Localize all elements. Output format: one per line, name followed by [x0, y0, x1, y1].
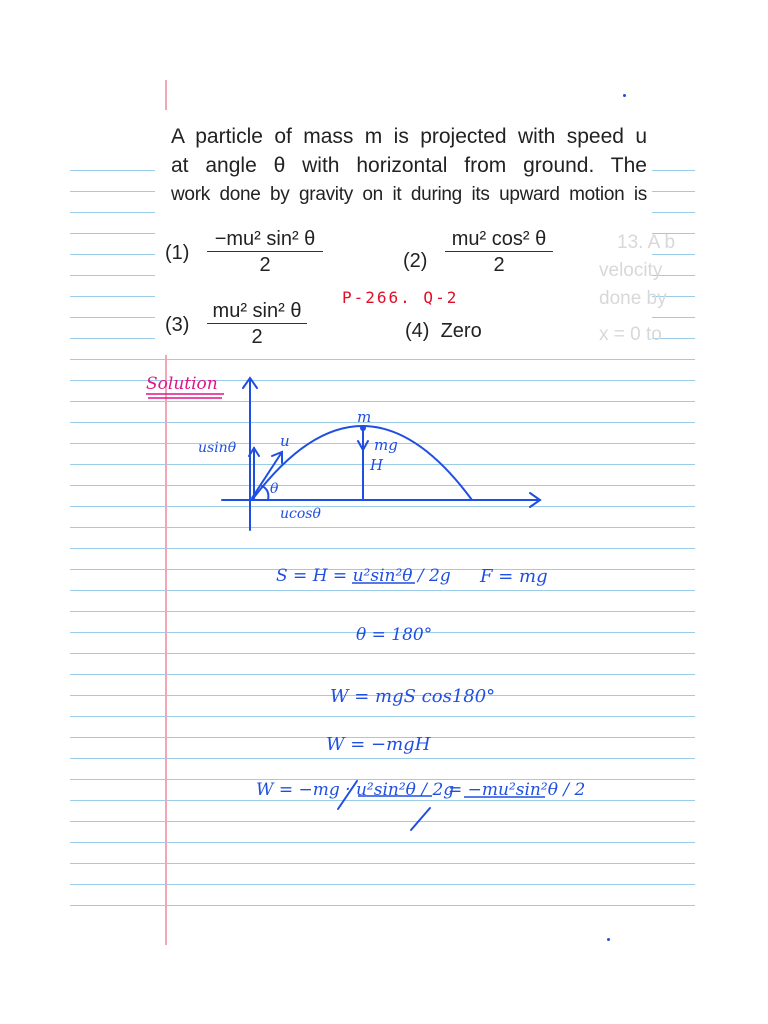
question-line: at angle θ with horizontal from ground. The: [171, 154, 647, 177]
option-3-numerator: mu² sin² θ: [207, 300, 307, 324]
cancel-stroke: [411, 808, 430, 830]
displacement-equation: S = H = u²sin²θ / 2g: [276, 566, 451, 586]
angle-label: θ: [270, 481, 279, 497]
show-through-text: done by: [599, 288, 667, 309]
option-1-label: (1): [165, 242, 190, 264]
option-4-label: (4): [405, 320, 430, 342]
horizontal-component-label: ucosθ: [280, 506, 321, 522]
solution-heading: Solution: [146, 374, 218, 394]
option-3-label: (3): [165, 314, 190, 336]
option-2-denominator: 2: [493, 254, 505, 276]
work-substitution: W = −mg · u²sin²θ / 2g: [256, 780, 455, 800]
show-through-text: x = 0 to: [599, 324, 662, 345]
option-2-label: (2): [403, 250, 428, 272]
show-through-text: 13. A b: [617, 232, 676, 253]
force-equation: F = mg: [480, 566, 548, 587]
ink-speck: [623, 94, 626, 97]
vertical-component-label: usinθ: [198, 440, 237, 456]
option-1-numerator: −mu² sin² θ: [207, 228, 323, 252]
angle-arc: [262, 486, 268, 500]
show-through-text: velocity: [599, 260, 663, 281]
question-line: A particle of mass m is projected with speed u: [171, 125, 647, 148]
ink-speck: [607, 938, 610, 941]
option-3-denominator: 2: [251, 326, 263, 348]
work-in-height: W = −mgH: [326, 734, 431, 755]
work-result: = −mu²sin²θ / 2: [448, 780, 586, 800]
work-definition: W = mgS cos180°: [330, 686, 496, 707]
height-label: H: [370, 456, 384, 474]
option-1-denominator: 2: [259, 254, 271, 276]
velocity-label: u: [280, 432, 290, 450]
reference-note: P-266. Q-2: [342, 288, 459, 307]
weight-label: mg: [374, 436, 398, 454]
option-2-numerator: mu² cos² θ: [445, 228, 553, 252]
mass-label: m: [357, 408, 372, 426]
option-4-text: Zero: [440, 320, 482, 342]
question-line: work done by gravity on it during its upward motion is: [171, 184, 647, 205]
angle-equation: θ = 180°: [356, 625, 433, 645]
